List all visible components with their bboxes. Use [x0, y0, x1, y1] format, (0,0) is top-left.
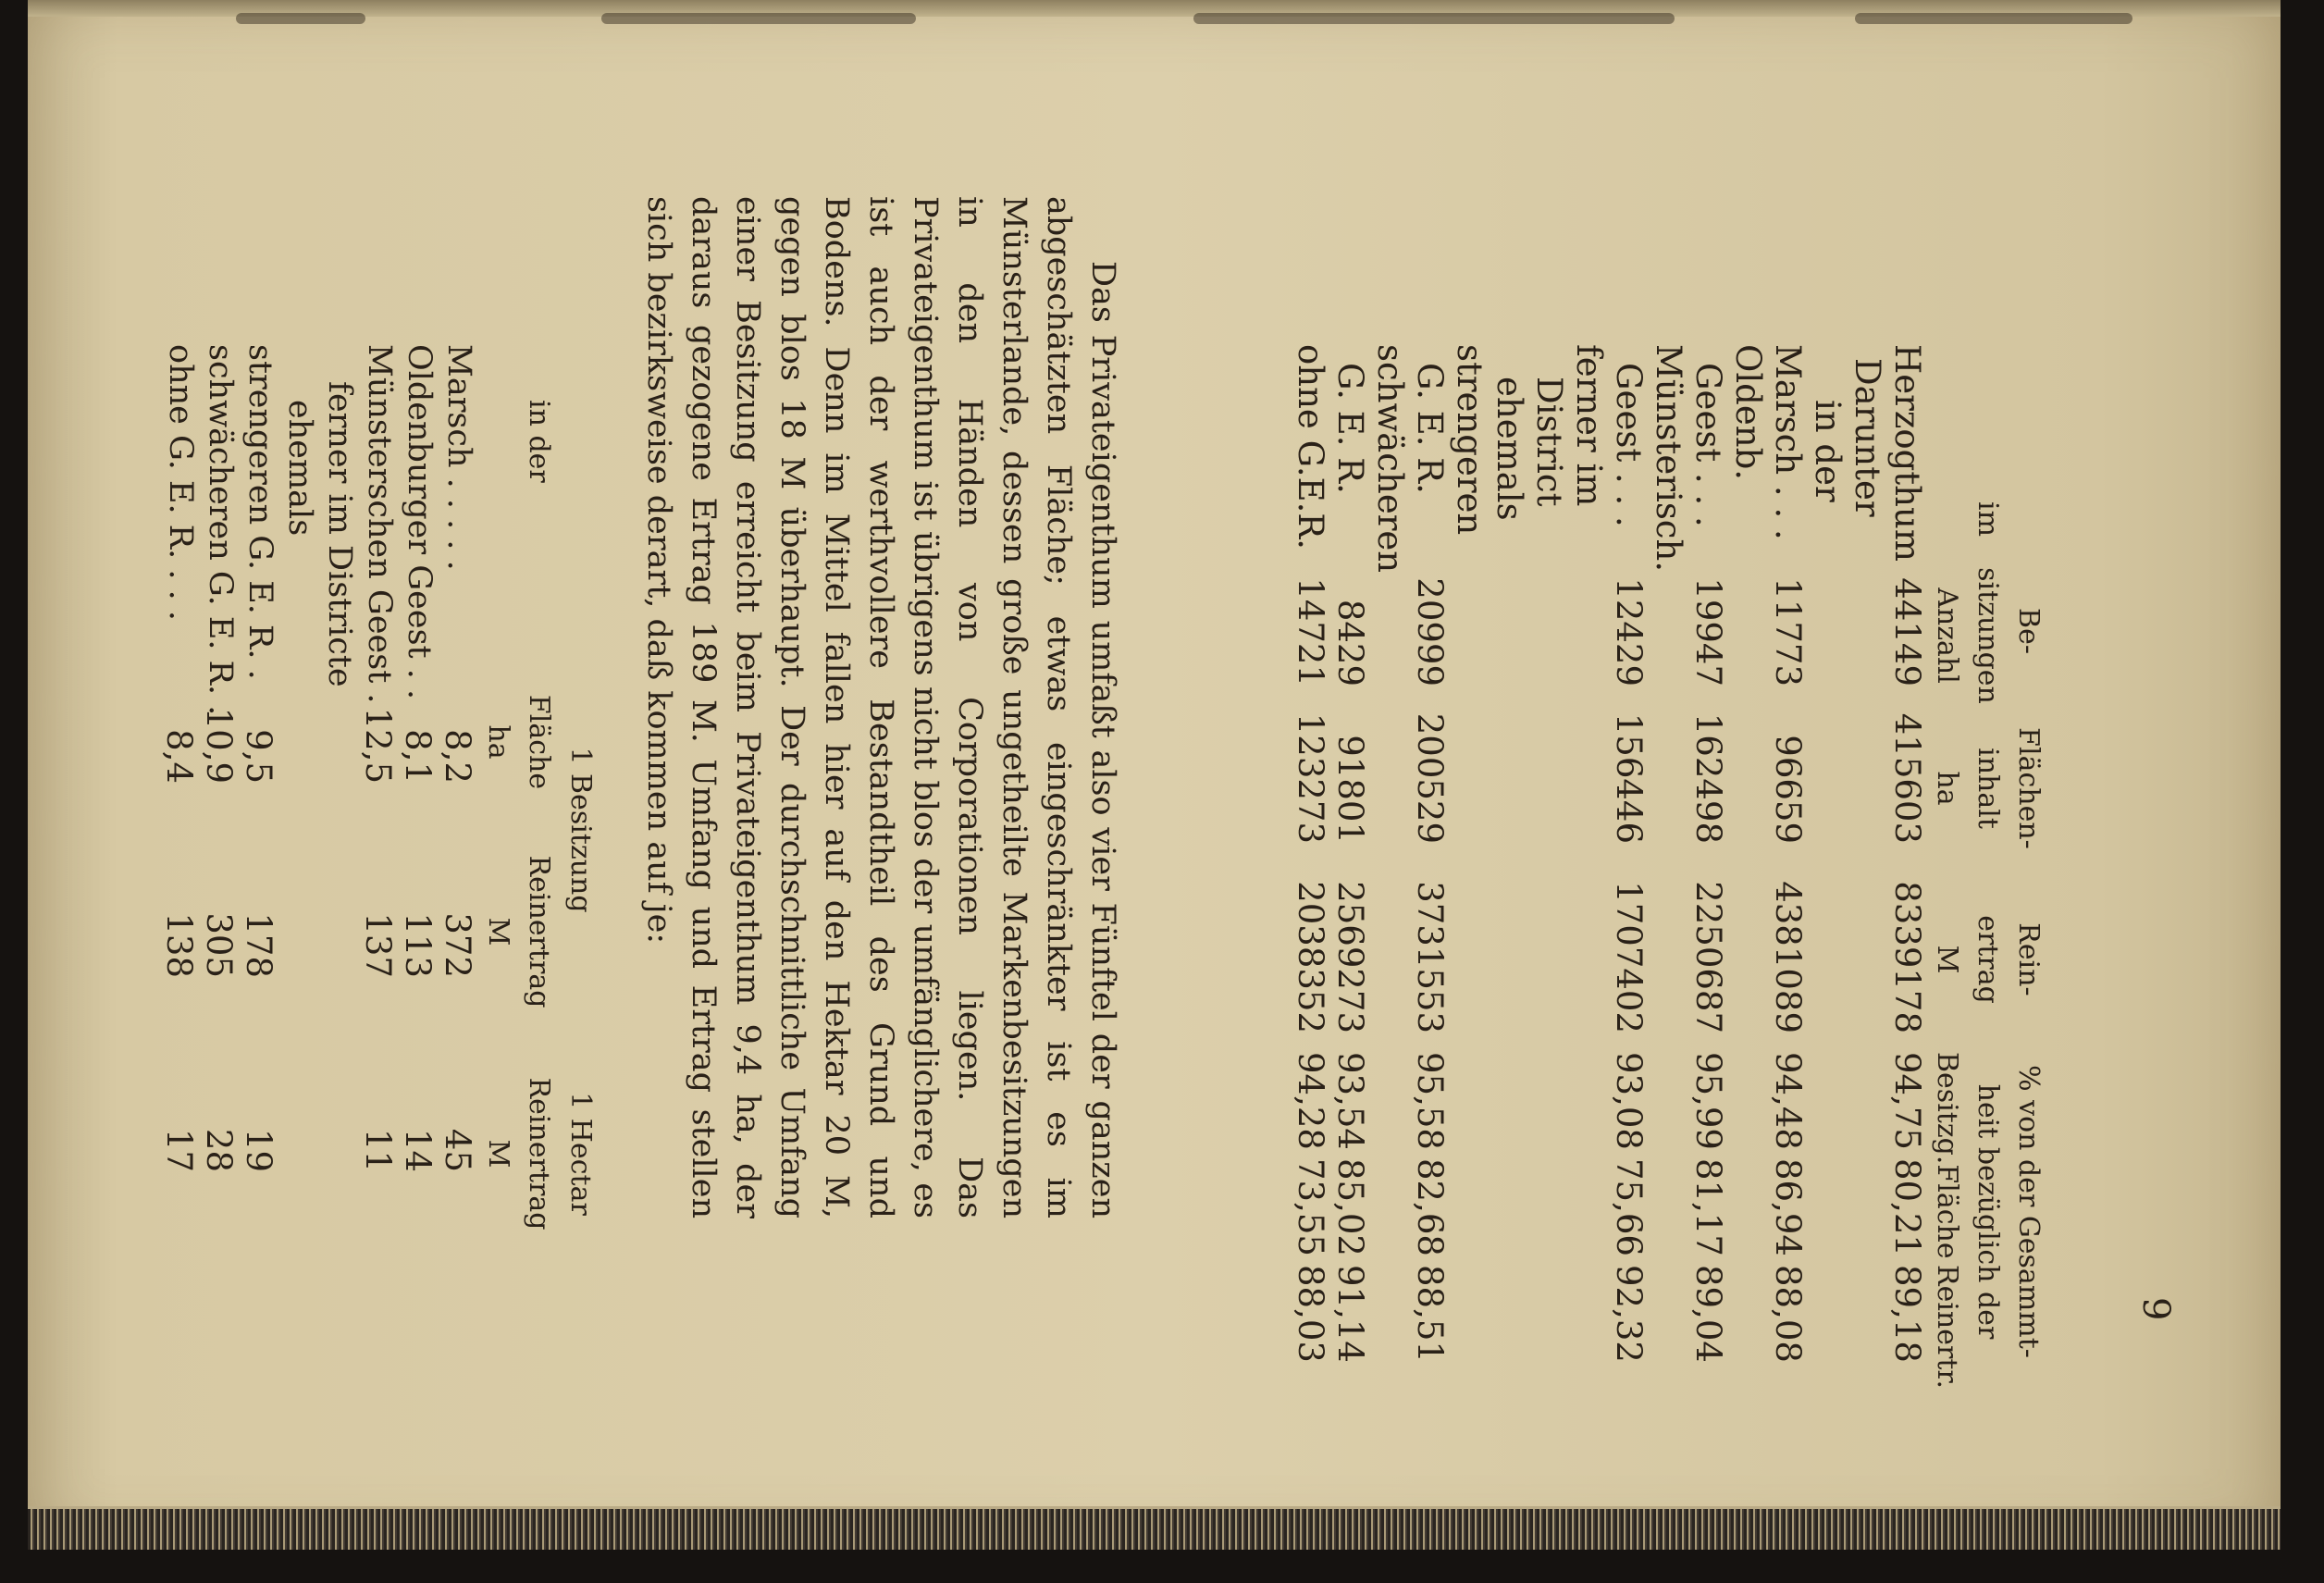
row-label: ferner im Districte — [321, 381, 358, 687]
cell-pct-besitz: 95,58 — [1410, 1052, 1450, 1150]
cell-besitzungen: 11773 — [1768, 577, 1808, 686]
row-label: strengeren — [1450, 344, 1490, 536]
cell-pct-flaeche: 80,21 — [1887, 1158, 1927, 1256]
cell-flaeche: 96659 — [1768, 735, 1808, 844]
header-in-der: in der — [523, 400, 555, 483]
cell-flaeche: 200529 — [1410, 712, 1450, 844]
cell-reinertrag: 8339178 — [1887, 881, 1927, 1033]
cell-reinertrag: 4381089 — [1768, 881, 1808, 1033]
cell-flaeche: 8,2 — [438, 729, 477, 784]
header-heit: heit bezüglich der — [1972, 1083, 2004, 1340]
cell-reinertrag: 2569273 — [1330, 881, 1370, 1033]
row-label: Geest . . . — [1688, 363, 1728, 527]
cell-pct-besitz: 94,48 — [1768, 1052, 1808, 1150]
cell-flaeche: 123273 — [1291, 712, 1330, 844]
row-label: Oldenburger Geest . . — [401, 344, 438, 700]
cell-reinertrag: 137 — [358, 912, 398, 978]
cell-flaeche: 415603 — [1887, 712, 1927, 844]
cell-besitzungen: 44149 — [1887, 577, 1927, 686]
cell-reinertrag: 3731553 — [1410, 881, 1450, 1033]
cell-reinertrag: 1707402 — [1609, 881, 1649, 1033]
cell-pct-flaeche: 75,66 — [1609, 1158, 1649, 1256]
row-label: Geest . . . — [1609, 363, 1649, 527]
cell-reinertrag-ha: 19 — [239, 1128, 278, 1172]
spine-mark — [236, 13, 365, 24]
cell-pct-besitz: 94,28 — [1291, 1052, 1330, 1150]
cell-reinertrag: 2038352 — [1291, 881, 1330, 1033]
page-edge — [28, 1506, 2281, 1550]
header-inhalt: inhalt — [1972, 748, 2004, 829]
cell-besitzungen: 20999 — [1410, 577, 1450, 686]
rotated-page-content — [84, 34, 2240, 1487]
cell-reinertrag-ha: 11 — [358, 1128, 398, 1172]
unit-besitzg: Besitzg. — [1931, 1052, 1963, 1165]
cell-pct-reinertrag: 91,14 — [1330, 1265, 1370, 1363]
header-flaechen: Flächen- — [2012, 727, 2045, 849]
header-ertrag: ertrag — [1972, 915, 2004, 1004]
header-gesamt: % von der Gesammt- — [2012, 1065, 2045, 1358]
cell-pct-besitz: 93,54 — [1330, 1052, 1370, 1150]
row-label: schwächeren — [1370, 344, 1410, 574]
row-label: Münsterisch. — [1649, 344, 1688, 573]
cell-reinertrag: 113 — [398, 912, 438, 978]
header-reinertrag-ha: Reinertrag — [523, 1077, 555, 1231]
header-reinertrag: Reinertrag — [523, 855, 555, 1008]
cell-reinertrag: 305 — [199, 912, 239, 978]
unit-anzahl: Anzahl — [1931, 587, 1963, 684]
cell-flaeche: 91801 — [1330, 735, 1370, 844]
cell-pct-flaeche: 85,02 — [1330, 1158, 1370, 1256]
cell-reinertrag-ha: 14 — [398, 1128, 438, 1172]
spine-mark — [1193, 13, 1675, 24]
cell-pct-reinertrag: 88,08 — [1768, 1265, 1808, 1363]
row-label: District — [1529, 377, 1569, 507]
row-label: ferner im — [1569, 344, 1609, 507]
cell-pct-reinertrag: 92,32 — [1609, 1265, 1649, 1363]
row-label: ehemals — [1490, 377, 1529, 521]
unit-ha: ha — [1931, 771, 1963, 806]
cell-besitzungen: 8429 — [1330, 599, 1370, 686]
cell-pct-reinertrag: 89,04 — [1688, 1265, 1728, 1363]
header-hectar: 1 Hectar — [564, 1092, 597, 1216]
cell-reinertrag: 372 — [438, 912, 477, 978]
cell-pct-besitz: 93,08 — [1609, 1052, 1649, 1150]
cell-pct-flaeche: 73,55 — [1291, 1158, 1330, 1256]
paragraph-text: Das Privateigenthum umfaßt also vier Fünftel der ganzen abgeschätzten Fläche; etwas eingeschränkter ist es im Münsterlande, dessen große ungetheilte Markenbesitzungen in den Händen von Corporationen liegen. Das Privateigenthum ist übrigens nicht blos der umfänglichere, es ist auch der werthvollere Bestandtheil des Grund und Bodens. Denn im Mittel fallen hier auf den Hektar 20 M, gegen blos 18 M überhaupt. Der durchschnittliche Umfang einer Besitzung erreicht beim Privateigenthum 9,4 ha, der daraus gezogene Ertrag 189 M. Umfang und Ertrag stellen sich bezirksweise derart, daß kommen auf je: — [640, 196, 1121, 1218]
row-label: Herzogthum — [1887, 344, 1927, 562]
cell-besitzungen: 12429 — [1609, 577, 1649, 686]
header-sitzungen: sitzungen — [1972, 567, 2004, 704]
row-label: ohne G. E. R. . . . — [162, 344, 199, 621]
unit-m-ha: M — [482, 1139, 514, 1169]
cell-flaeche: 10,9 — [199, 707, 239, 784]
row-label: G. E. R. — [1330, 363, 1370, 494]
cell-pct-flaeche: 81,17 — [1688, 1158, 1728, 1256]
cell-reinertrag: 138 — [159, 912, 199, 978]
row-label: ohne G.E.R. — [1291, 344, 1330, 550]
spine-mark — [1855, 13, 2132, 24]
header-rein: Rein- — [2012, 922, 2045, 996]
spine-mark — [601, 13, 916, 24]
cell-flaeche: 156446 — [1609, 712, 1649, 844]
cell-besitzungen: 19947 — [1688, 577, 1728, 686]
cell-pct-reinertrag: 88,51 — [1410, 1265, 1450, 1363]
row-label: Darunter — [1848, 358, 1887, 517]
row-label: schwächeren G. E. R. . — [202, 344, 239, 716]
header-besitzung: 1 Besitzung — [564, 747, 597, 913]
row-label: in der — [1808, 400, 1848, 502]
header-be: Be- — [2012, 608, 2045, 654]
row-label: ehemals — [281, 400, 318, 537]
cell-reinertrag-ha: 45 — [438, 1128, 477, 1172]
cell-reinertrag: 2250687 — [1688, 881, 1728, 1033]
row-label: Marsch . . . . . — [440, 344, 477, 571]
cell-pct-reinertrag: 89,18 — [1887, 1265, 1927, 1363]
row-label: Oldenb. — [1728, 344, 1768, 481]
cell-pct-flaeche: 86,94 — [1768, 1158, 1808, 1256]
cell-pct-besitz: 94,75 — [1887, 1052, 1927, 1150]
cell-pct-reinertrag: 88,03 — [1291, 1265, 1330, 1363]
header-flaeche: Fläche — [523, 694, 555, 790]
cell-flaeche: 8,1 — [398, 729, 438, 784]
cell-flaeche: 9,5 — [239, 729, 278, 784]
cell-besitzungen: 14721 — [1291, 577, 1330, 686]
row-label: strengeren G. E. R. . — [241, 344, 278, 680]
cell-pct-besitz: 95,99 — [1688, 1052, 1728, 1150]
cell-reinertrag-ha: 17 — [159, 1128, 199, 1172]
cell-flaeche: 8,4 — [159, 729, 199, 784]
row-label: Münsterschen Geest . . — [361, 344, 398, 724]
body-paragraph — [637, 196, 1125, 1218]
cell-flaeche: 162498 — [1688, 712, 1728, 844]
cell-flaeche: 12,5 — [358, 707, 398, 784]
row-label: G. E. R. — [1410, 363, 1450, 494]
unit-reinertr: Reinertr. — [1931, 1265, 1963, 1389]
row-label: Marsch . . . — [1768, 344, 1808, 540]
unit-m: M — [482, 917, 514, 946]
header-im: im — [1972, 501, 2004, 538]
cell-reinertrag: 178 — [239, 912, 278, 978]
cell-pct-flaeche: 82,68 — [1410, 1158, 1450, 1256]
page-number: 9 — [2134, 1297, 2177, 1321]
unit-ha: ha — [482, 724, 514, 760]
unit-flaeche: Fläche — [1931, 1164, 1963, 1259]
unit-m: M — [1931, 945, 1963, 974]
cell-reinertrag-ha: 28 — [199, 1128, 239, 1172]
